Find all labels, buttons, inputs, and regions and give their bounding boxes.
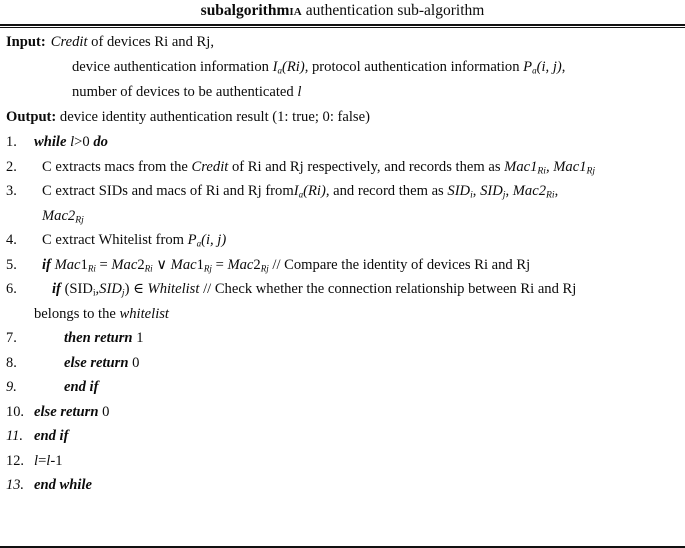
step-text-fragment: else return [64,354,129,371]
math-P-subscript: a [532,65,537,76]
input-credit-term: Credit [50,34,88,50]
step-text-fragment: a [196,238,202,249]
step-number: 5. [6,256,17,273]
step-text-fragment: 1 [80,256,88,273]
step-text [34,477,679,493]
step-number: 13. [6,477,24,493]
step-text-fragment: Rj [203,263,212,274]
step-text-fragment: if [52,281,61,297]
step-text-fragment: Mac1 [504,158,538,175]
step-text-fragment: , [472,183,481,199]
step-text-fragment: Rj [586,165,596,177]
step-text-fragment: Mac [54,256,81,273]
math-P-args: (i, j) [536,59,562,75]
step-number: 10. [6,403,24,420]
step-text-fragment: ∨ [152,256,171,273]
step-text-fragment: a [298,189,304,200]
math-I-args: (Ri) [282,59,305,75]
step-text-fragment: C extract SIDs and macs of Ri and Rj from [42,183,294,199]
step-text-fragment: Ri [537,165,546,177]
input-line-3 [6,84,679,100]
algorithm-step-row [6,183,679,199]
step-text [34,183,679,199]
step-number: 11. [6,428,23,444]
step-text-fragment: Rj [260,263,269,274]
step-text-fragment: , [554,183,559,199]
step-text-fragment: // Check whether the connection relationship between Ri and Rj [199,281,577,297]
step-text-fragment: Mac2 [42,207,76,224]
step-text-fragment: , and record them as [325,183,448,199]
step-text-fragment: = [38,452,47,469]
step-text-fragment: of Ri and Rj respectively, and records them as [228,158,505,175]
step-text-fragment: SID [447,183,471,199]
algorithm-step-row [6,477,679,493]
step-text-fragment: 2 [253,256,261,273]
step-text-fragment: j [121,287,125,299]
step-text-fragment: Whitelist [147,281,200,297]
step-text-fragment: end if [64,379,99,395]
step-text-fragment: , [545,158,554,175]
step-text-fragment: 0 [98,403,110,420]
step-text-fragment: >0 [74,134,94,150]
step-text-fragment: while [34,134,67,150]
step-text-fragment: belongs to the [34,305,120,322]
step-text-fragment: // Compare the identity of devices Ri and Rj [268,256,531,273]
step-text [34,306,679,322]
input-line-2-text-c: , [561,59,566,75]
algorithm-title [0,0,685,24]
step-number: 6. [6,281,17,297]
step-text-fragment: (SID [60,281,93,297]
step-text-fragment: Mac [227,256,254,273]
step-text-fragment: Mac2 [512,183,546,199]
step-text-fragment: 2 [137,256,145,273]
algorithm-step-row [6,134,679,150]
algorithm-step-row [6,379,679,395]
input-label: Input: [6,34,46,50]
algorithm-title-keyword: subalgorithm [200,2,290,19]
step-text-fragment: ) ∈ [124,281,148,297]
step-text-fragment: Rj [75,214,84,226]
step-number: 1. [6,134,17,150]
step-text-fragment: C extracts macs from the [42,158,192,175]
step-number: 8. [6,354,17,371]
step-text-fragment: SID [99,281,122,297]
title-divider-rule [0,24,685,28]
step-text-fragment: (i, j) [201,232,227,248]
step-text-fragment: else return [34,403,99,420]
input-line-2-text-a: device authentication information [72,59,273,75]
step-text-fragment: SID [480,183,503,199]
step-text-fragment: -1 [50,452,63,469]
math-I: I [272,59,278,75]
step-number: 9. [6,379,17,395]
step-text-fragment: end while [34,477,92,493]
math-I-subscript: a [277,65,282,76]
step-text-fragment: end if [34,428,69,444]
step-text [34,404,679,420]
step-text-fragment: (Ri) [303,183,326,199]
math-P: P [523,59,533,75]
algorithm-step-row [6,428,679,444]
step-text [34,257,679,273]
algorithm-step-row [6,159,679,175]
algorithm-step-row [6,257,679,273]
algorithm-step-continuation [6,306,679,322]
step-text-fragment: 1 [132,330,144,346]
step-text [34,428,679,444]
input-variable-l: l [297,84,302,100]
step-text [34,208,679,224]
step-text-fragment: C extract Whitelist from [42,232,188,248]
input-line-3-text: number of devices to be authenticated [72,84,298,100]
input-line-2 [6,59,679,75]
input-line-1-text: of devices Ri and Rj, [87,34,214,50]
output-text: device identity authentication result (1: true; 0: false) [56,109,370,125]
step-text-fragment: l [70,134,75,150]
input-line-1 [6,34,679,50]
step-text-fragment: Ri [87,263,96,274]
step-number: 12. [6,452,24,469]
algorithm-step-row [6,281,679,297]
algorithm-step-continuation [6,208,679,224]
step-number: 7. [6,330,17,346]
step-text-fragment: then return [64,330,133,346]
step-number: 4. [6,232,17,248]
algorithm-step-row [6,355,679,371]
step-number: 3. [6,183,17,199]
step-text [34,159,679,175]
algorithm-title-subscript: IA [289,6,302,18]
step-text-fragment: 1 [196,256,204,273]
algorithm-step-row [6,404,679,420]
step-text-fragment: 0 [128,354,140,371]
step-text [34,453,679,469]
step-number: 2. [6,158,17,175]
step-text-fragment: , [505,183,513,199]
step-text-fragment: Ri [144,263,153,274]
algorithm-steps [6,134,679,493]
algorithm-title-rest: authentication sub-algorithm [301,2,485,19]
step-text-fragment: = [211,256,228,273]
step-text-fragment: l [34,452,39,469]
step-text [34,330,679,346]
algorithm-step-row [6,232,679,248]
step-text-fragment: I [293,183,299,199]
step-text [34,355,679,371]
step-text [34,379,679,395]
algorithm-step-row [6,453,679,469]
step-text [34,232,679,248]
output-label: Output: [6,109,57,125]
step-text-fragment: Credit [191,158,229,175]
step-text-fragment: i [92,287,96,298]
step-text-fragment: Mac [170,256,197,273]
step-text [34,134,679,150]
step-text-fragment: i [470,189,473,201]
step-text-fragment: Mac1 [553,158,587,175]
step-text [34,281,679,297]
step-text-fragment: Mac [111,256,138,273]
step-text-fragment: , [95,281,100,297]
step-text-fragment: P [187,232,197,248]
step-text-fragment: Ri [546,189,555,201]
algorithm-step-row [6,330,679,346]
step-text-fragment: = [95,256,112,273]
step-text-fragment: if [42,256,51,273]
step-text-fragment: j [502,189,506,201]
step-text-fragment: l [46,452,51,469]
output-line [6,109,679,125]
step-text-fragment: do [93,134,108,150]
step-text-fragment: whitelist [119,305,169,322]
algorithm-body [0,30,685,502]
input-line-2-text-b: , protocol authentication information [304,59,524,75]
